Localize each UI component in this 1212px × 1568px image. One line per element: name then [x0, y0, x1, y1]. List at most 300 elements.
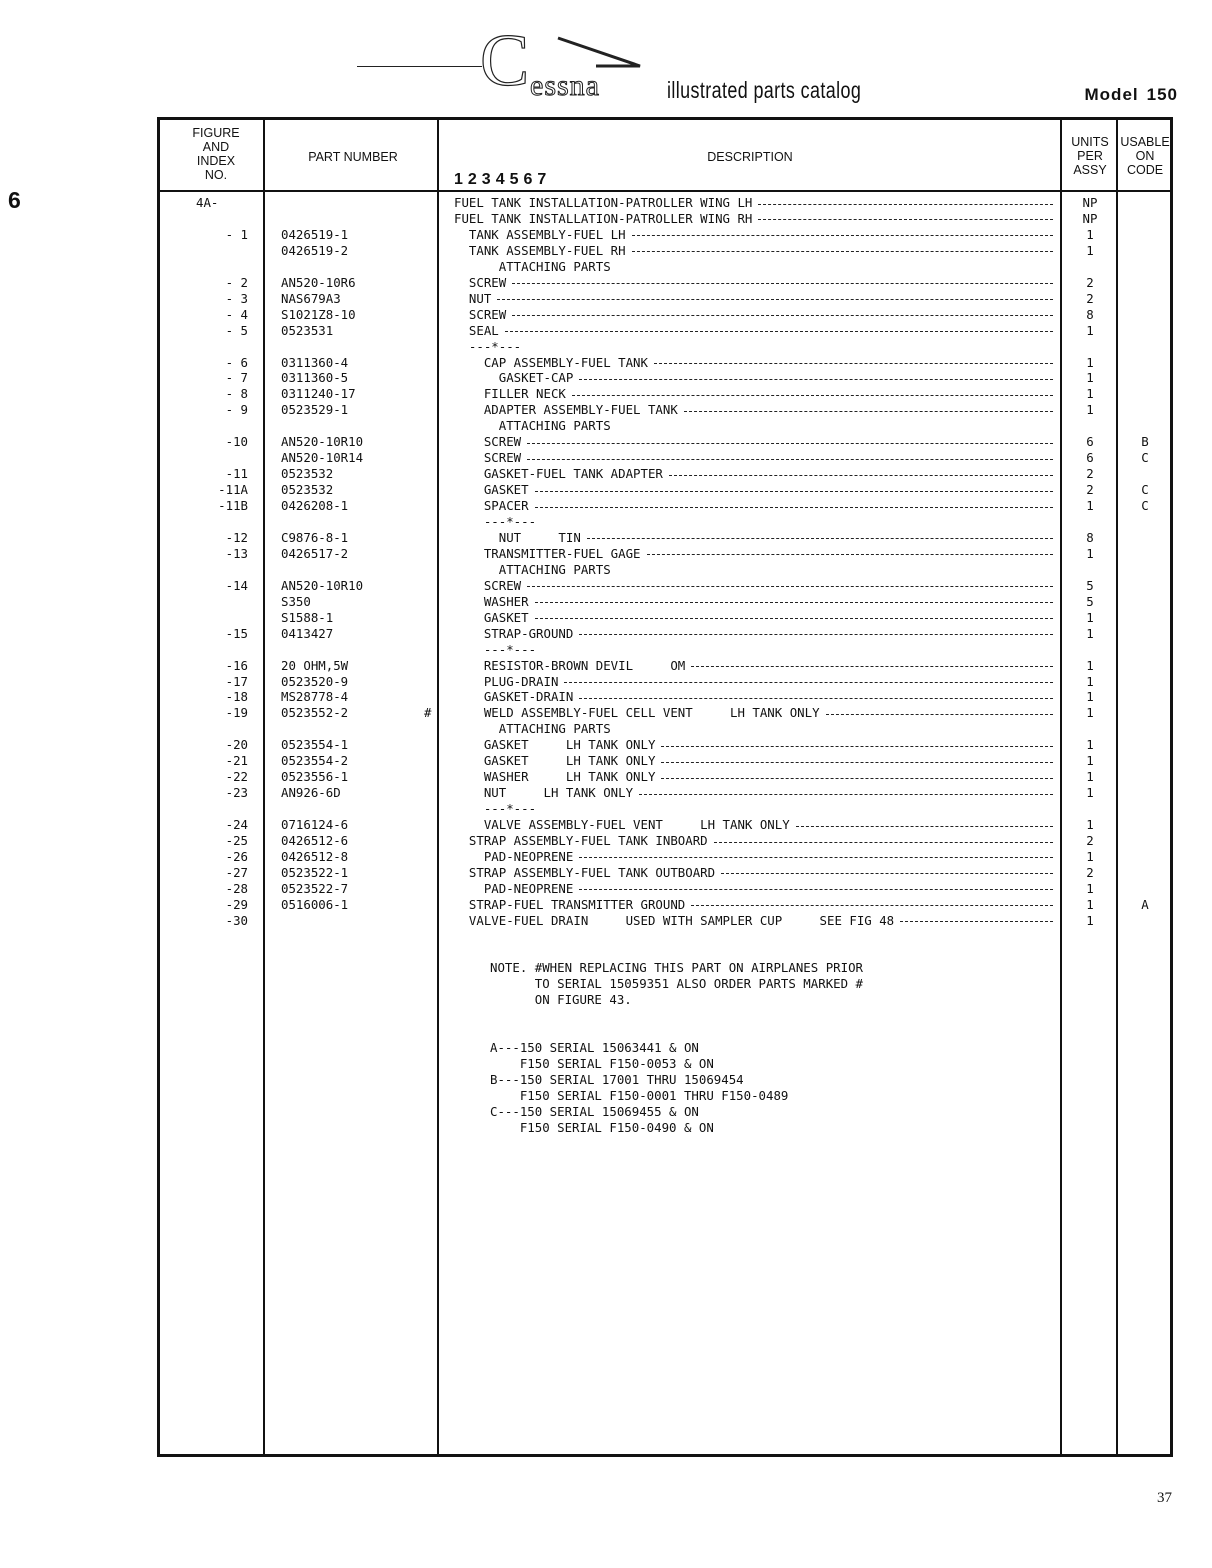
row-units: NP — [1082, 195, 1098, 210]
row-index: -11B — [218, 498, 248, 514]
row-description — [454, 642, 1059, 658]
row-description-text: ADAPTER ASSEMBLY-FUEL TANK — [454, 402, 678, 418]
leader-dashes — [826, 714, 1053, 715]
row-usable-code: C — [1141, 498, 1149, 514]
row-units: 1 — [1086, 737, 1094, 753]
row-usable-code: C — [1141, 450, 1149, 466]
row-units: 2 — [1086, 482, 1094, 498]
leader-dashes — [669, 475, 1053, 476]
table-row — [160, 418, 1170, 434]
row-description-text: VALVE-FUEL DRAIN USED WITH SAMPLER CUP SEE FIG 48 — [454, 912, 895, 928]
row-index: - 7 — [225, 370, 248, 386]
usable-code-line: A---150 SERIAL 15063441 & ON — [490, 1040, 699, 1055]
header-line: NO. — [204, 168, 228, 182]
table-row — [160, 817, 1170, 833]
row-description-text: ---*--- — [454, 801, 537, 817]
row-units: 1 — [1086, 322, 1094, 338]
row-part-number: 0523552-2 — [281, 705, 349, 721]
row-description — [454, 434, 1059, 450]
leader-dashes — [579, 889, 1053, 890]
row-units: 2 — [1086, 466, 1094, 482]
table-row — [160, 642, 1170, 658]
row-description-text: GASKET LH TANK ONLY — [454, 737, 656, 753]
table-row — [160, 195, 1170, 211]
table-row — [160, 562, 1170, 578]
row-units: 1 — [1086, 689, 1094, 705]
row-description-text: FUEL TANK INSTALLATION-PATROLLER WING RH — [454, 210, 753, 226]
header-description: DESCRIPTION — [707, 150, 793, 164]
table-row — [160, 402, 1170, 418]
table-row — [160, 466, 1170, 482]
row-index: -25 — [225, 833, 248, 848]
row-description-text: WELD ASSEMBLY-FUEL CELL VENT LH TANK ONLY — [454, 705, 820, 721]
row-description — [454, 562, 1059, 578]
row-description — [454, 259, 1059, 275]
table-row — [160, 339, 1170, 355]
row-part-number: 0523554-1 — [281, 737, 349, 753]
header-part-number: PART NUMBER — [308, 150, 398, 164]
row-part-number: 0311240-17 — [281, 386, 356, 402]
row-description-text: GASKET-FUEL TANK ADAPTER — [454, 466, 663, 482]
row-usable-code: A — [1141, 896, 1149, 912]
leader-dashes — [647, 554, 1054, 555]
table-row — [160, 307, 1170, 323]
row-units: 5 — [1086, 577, 1094, 593]
table-row — [160, 211, 1170, 227]
row-description — [454, 881, 1059, 897]
row-units: 1 — [1086, 545, 1094, 561]
model-number: 150 — [1146, 85, 1178, 104]
row-description — [454, 865, 1059, 881]
row-description — [454, 514, 1059, 530]
leader-dashes — [691, 666, 1053, 667]
catalog-title: illustrated parts catalog — [667, 77, 862, 103]
row-part-number: 0413427 — [281, 625, 334, 641]
row-index: -18 — [225, 689, 248, 705]
row-description-text: NUT — [454, 290, 492, 306]
row-description — [454, 227, 1059, 243]
row-part-number: 0523522-1 — [281, 864, 349, 880]
row-usable-code: B — [1141, 434, 1149, 450]
header-line: USABLE — [1120, 135, 1170, 149]
row-units: 8 — [1086, 529, 1094, 545]
row-units: 1 — [1086, 354, 1094, 370]
leader-dashes — [527, 459, 1053, 460]
leader-dashes — [505, 331, 1053, 332]
row-index: -27 — [225, 864, 248, 880]
row-index: - 4 — [225, 306, 248, 322]
row-part-number: 0426512-8 — [281, 848, 349, 864]
row-description — [454, 402, 1059, 418]
parts-table — [157, 117, 1173, 1457]
row-description-text: STRAP-GROUND — [454, 625, 574, 641]
row-description — [454, 785, 1059, 801]
row-description — [454, 323, 1059, 339]
row-part-number: AN520-10R10 — [281, 577, 364, 593]
row-index: -14 — [225, 577, 248, 593]
row-description — [454, 753, 1059, 769]
row-part-number: 0523531 — [281, 322, 334, 338]
row-part-number: S1021Z8-10 — [281, 306, 356, 322]
header-line: PER — [1077, 149, 1103, 163]
row-description — [454, 674, 1059, 690]
leader-dashes — [564, 682, 1053, 683]
row-units: 1 — [1086, 609, 1094, 625]
note-line: ON FIGURE 43. — [490, 992, 632, 1007]
row-units: 1 — [1086, 657, 1094, 673]
row-description-text: SPACER — [454, 498, 529, 514]
row-part-number: 0426519-2 — [281, 242, 349, 258]
row-description — [454, 339, 1059, 355]
row-units: 1 — [1086, 753, 1094, 769]
row-part-number: 0523532 — [281, 482, 334, 498]
table-row — [160, 243, 1170, 259]
row-index: -22 — [225, 769, 248, 785]
row-part-number: 0523554-2 — [281, 753, 349, 769]
header-figure-index — [166, 126, 266, 182]
row-index: -12 — [225, 529, 248, 545]
table-row — [160, 769, 1170, 785]
row-description-text: SCREW — [454, 306, 507, 322]
usable-code-line: F150 SERIAL F150-0001 THRU F150-0489 — [490, 1088, 789, 1103]
table-row — [160, 514, 1170, 530]
table-row — [160, 721, 1170, 737]
row-description-text: GASKET-DRAIN — [454, 689, 574, 705]
row-index: -30 — [225, 912, 248, 928]
table-row — [160, 753, 1170, 769]
row-description — [454, 833, 1059, 849]
table-row — [160, 530, 1170, 546]
row-index: -28 — [225, 880, 248, 896]
row-index: -15 — [225, 625, 248, 641]
row-part-number: 0523520-9 — [281, 673, 349, 689]
row-description-text: SCREW — [454, 450, 522, 466]
header-line: CODE — [1126, 163, 1164, 177]
row-usable-code: C — [1141, 482, 1149, 498]
row-part-number: AN520-10R14 — [281, 450, 364, 466]
leader-dashes — [527, 443, 1053, 444]
table-row — [160, 658, 1170, 674]
row-part-number: S1588-1 — [281, 609, 334, 625]
row-part-number: 0426517-2 — [281, 545, 349, 561]
header-indent-levels: 1234567 — [454, 171, 552, 188]
row-description — [454, 370, 1059, 386]
row-description — [454, 705, 1059, 721]
leader-dashes — [512, 283, 1053, 284]
table-row — [160, 323, 1170, 339]
leader-dashes — [579, 698, 1053, 699]
table-row — [160, 275, 1170, 291]
row-index: 4A- — [196, 195, 219, 210]
row-units: 1 — [1086, 625, 1094, 641]
row-description — [454, 450, 1059, 466]
table-row — [160, 482, 1170, 498]
row-index: - 1 — [225, 226, 248, 242]
row-description-text: SEAL — [454, 322, 499, 338]
row-description — [454, 418, 1059, 434]
table-row — [160, 897, 1170, 913]
table-row — [160, 450, 1170, 466]
usable-code-line: F150 SERIAL F150-0490 & ON — [490, 1120, 714, 1135]
note-line: NOTE. #WHEN REPLACING THIS PART ON AIRPLANES PRIOR — [490, 960, 863, 975]
leader-dashes — [535, 602, 1053, 603]
model-word: Model — [1084, 85, 1139, 104]
leader-dashes — [497, 299, 1053, 300]
model-label — [1085, 85, 1178, 105]
row-part-number: 0523556-1 — [281, 769, 349, 785]
row-part-number: 0311360-5 — [281, 370, 349, 386]
row-index: -24 — [225, 817, 248, 833]
row-description — [454, 897, 1059, 913]
row-units: 1 — [1086, 673, 1094, 689]
header-line: FIGURE — [192, 126, 240, 140]
row-description-text: STRAP ASSEMBLY-FUEL TANK INBOARD — [454, 833, 708, 848]
row-description — [454, 307, 1059, 323]
row-description-text: CAP ASSEMBLY-FUEL TANK — [454, 354, 648, 370]
table-row — [160, 865, 1170, 881]
leader-dashes — [661, 778, 1053, 779]
row-part-number: 0426512-6 — [281, 833, 349, 848]
row-units: 1 — [1086, 785, 1094, 801]
leader-dashes — [527, 586, 1053, 587]
row-description-text: FILLER NECK — [454, 386, 566, 402]
leader-dashes — [587, 538, 1053, 539]
table-row — [160, 227, 1170, 243]
row-index: -10 — [225, 434, 248, 450]
row-units: 1 — [1086, 386, 1094, 402]
usable-code-line: C---150 SERIAL 15069455 & ON — [490, 1104, 699, 1119]
table-row — [160, 546, 1170, 562]
leader-dashes — [512, 315, 1053, 316]
row-units: 2 — [1086, 274, 1094, 290]
table-row — [160, 626, 1170, 642]
cessna-logo-initial: C — [480, 20, 530, 102]
row-index: -13 — [225, 545, 248, 561]
row-description-text: VALVE ASSEMBLY-FUEL VENT LH TANK ONLY — [454, 817, 790, 833]
row-description-text: STRAP-FUEL TRANSMITTER GROUND — [454, 896, 686, 912]
row-part-number: 0716124-6 — [281, 817, 349, 833]
leader-dashes — [572, 395, 1053, 396]
row-part-number: 0523529-1 — [281, 402, 349, 418]
row-part-number: 0426208-1 — [281, 498, 349, 514]
row-description-text: SCREW — [454, 274, 507, 290]
table-row — [160, 370, 1170, 386]
row-description — [454, 801, 1059, 817]
row-description-text: GASKET LH TANK ONLY — [454, 753, 656, 769]
leader-dashes — [691, 905, 1053, 906]
row-description-text: FUEL TANK INSTALLATION-PATROLLER WING LH — [454, 195, 753, 210]
row-index: - 9 — [225, 402, 248, 418]
row-units: 2 — [1086, 290, 1094, 306]
row-part-number: MS28778-4 — [281, 689, 349, 705]
row-description — [454, 355, 1059, 371]
row-part-number: AN520-10R6 — [281, 274, 356, 290]
row-part-number: AN926-6D — [281, 785, 341, 801]
row-index: - 3 — [225, 290, 248, 306]
row-description-text: ---*--- — [454, 514, 537, 529]
row-description — [454, 275, 1059, 291]
row-index: -11 — [225, 466, 248, 482]
leader-dashes — [758, 204, 1053, 205]
row-units: 1 — [1086, 880, 1094, 896]
row-description — [454, 386, 1059, 402]
row-index: - 5 — [225, 322, 248, 338]
header-line: AND — [202, 140, 230, 154]
leader-dashes — [758, 219, 1053, 220]
header-line: ON — [1135, 149, 1155, 163]
row-description-text: STRAP ASSEMBLY-FUEL TANK OUTBOARD — [454, 864, 716, 880]
row-description — [454, 769, 1059, 785]
row-units: 6 — [1086, 450, 1094, 466]
header-usable-on-code — [1118, 135, 1172, 177]
row-index: -17 — [225, 673, 248, 689]
page-number: 37 — [1157, 1490, 1172, 1506]
table-row — [160, 578, 1170, 594]
leader-dashes — [661, 762, 1053, 763]
row-units: 1 — [1086, 817, 1094, 833]
row-units: 2 — [1086, 833, 1094, 848]
row-index: -20 — [225, 737, 248, 753]
row-units: 1 — [1086, 402, 1094, 418]
table-row — [160, 291, 1170, 307]
row-units: 1 — [1086, 769, 1094, 785]
row-description — [454, 291, 1059, 307]
leader-dashes — [579, 634, 1053, 635]
row-description-text: ATTACHING PARTS — [454, 418, 611, 434]
leader-dashes — [579, 857, 1053, 858]
leader-dashes — [796, 826, 1053, 827]
table-row — [160, 594, 1170, 610]
row-description — [454, 243, 1059, 259]
row-units: 8 — [1086, 306, 1094, 322]
table-row — [160, 689, 1170, 705]
row-index: -16 — [225, 657, 248, 673]
row-description-text: GASKET — [454, 482, 529, 498]
leader-dashes — [654, 363, 1053, 364]
leader-dashes — [632, 251, 1053, 252]
header-line: UNITS — [1071, 135, 1109, 149]
row-description-text: NUT LH TANK ONLY — [454, 785, 634, 801]
row-part-number: AN520-10R10 — [281, 434, 364, 450]
row-description — [454, 721, 1059, 737]
table-row — [160, 259, 1170, 275]
table-row — [160, 801, 1170, 817]
leader-dashes — [639, 794, 1053, 795]
header-line: INDEX — [196, 154, 236, 168]
leader-dashes — [721, 873, 1053, 874]
table-row — [160, 881, 1170, 897]
row-units: 1 — [1086, 912, 1094, 928]
row-description — [454, 817, 1059, 833]
table-row — [160, 498, 1170, 514]
row-description-text: SCREW — [454, 577, 522, 593]
row-part-number: NAS679A3 — [281, 290, 341, 306]
row-description-text: TANK ASSEMBLY-FUEL LH — [454, 226, 626, 242]
row-description — [454, 466, 1059, 482]
row-part-number: 0426519-1 — [281, 226, 349, 242]
row-part-number: 0523522-7 — [281, 880, 349, 896]
row-flag: # — [424, 705, 432, 721]
row-part-number: 20 OHM,5W — [281, 657, 349, 673]
table-row — [160, 610, 1170, 626]
row-description-text: PAD-NEOPRENE — [454, 848, 574, 864]
logo-rule — [357, 66, 482, 67]
row-description-text: TANK ASSEMBLY-FUEL RH — [454, 242, 626, 258]
table-row — [160, 737, 1170, 753]
row-description — [454, 594, 1059, 610]
row-description — [454, 482, 1059, 498]
row-description-text: ATTACHING PARTS — [454, 258, 611, 274]
row-units: NP — [1082, 210, 1098, 226]
row-description-text: TRANSMITTER-FUEL GAGE — [454, 545, 641, 561]
table-row — [160, 434, 1170, 450]
leader-dashes — [661, 746, 1053, 747]
row-description-text: PAD-NEOPRENE — [454, 880, 574, 896]
row-units: 2 — [1086, 864, 1094, 880]
row-units: 1 — [1086, 498, 1094, 514]
row-index: -26 — [225, 848, 248, 864]
usable-code-line: B---150 SERIAL 17001 THRU 15069454 — [490, 1072, 744, 1087]
row-description — [454, 530, 1059, 546]
row-index: -19 — [225, 705, 248, 721]
row-part-number: S350 — [281, 593, 311, 609]
leader-dashes — [632, 235, 1053, 236]
leader-dashes — [684, 411, 1053, 412]
table-row — [160, 355, 1170, 371]
row-description-text: ---*--- — [454, 641, 537, 657]
leader-dashes — [579, 379, 1053, 380]
leader-dashes — [535, 491, 1053, 492]
row-description — [454, 658, 1059, 674]
row-description-text: WASHER — [454, 593, 529, 609]
row-description-text: NUT TIN — [454, 529, 581, 545]
row-description — [454, 626, 1059, 642]
row-units: 1 — [1086, 242, 1094, 258]
row-description — [454, 546, 1059, 562]
row-description — [454, 195, 1059, 211]
usable-code-line: F150 SERIAL F150-0053 & ON — [490, 1056, 714, 1071]
leader-dashes — [535, 618, 1053, 619]
section-marker: 6 — [8, 187, 21, 213]
header-units-per-assy — [1062, 135, 1118, 177]
row-description — [454, 211, 1059, 227]
row-description — [454, 578, 1059, 594]
row-index: - 2 — [225, 274, 248, 290]
row-description — [454, 610, 1059, 626]
table-row — [160, 785, 1170, 801]
row-description-text: GASKET-CAP — [454, 370, 574, 386]
row-description-text: GASKET — [454, 609, 529, 625]
table-row — [160, 913, 1170, 929]
row-part-number: 0523532 — [281, 466, 334, 482]
row-part-number: 0311360-4 — [281, 354, 349, 370]
row-units: 6 — [1086, 434, 1094, 450]
row-units: 1 — [1086, 896, 1094, 912]
cessna-logo-arrow-icon — [556, 36, 642, 70]
row-index: -21 — [225, 753, 248, 769]
row-units: 1 — [1086, 705, 1094, 721]
leader-dashes — [535, 507, 1053, 508]
table-row — [160, 386, 1170, 402]
table-row — [160, 705, 1170, 721]
row-description-text: WASHER LH TANK ONLY — [454, 769, 656, 785]
row-units: 5 — [1086, 593, 1094, 609]
row-index: - 8 — [225, 386, 248, 402]
row-description-text: ---*--- — [454, 338, 522, 354]
leader-dashes — [714, 842, 1053, 843]
row-units: 1 — [1086, 370, 1094, 386]
row-index: -23 — [225, 785, 248, 801]
